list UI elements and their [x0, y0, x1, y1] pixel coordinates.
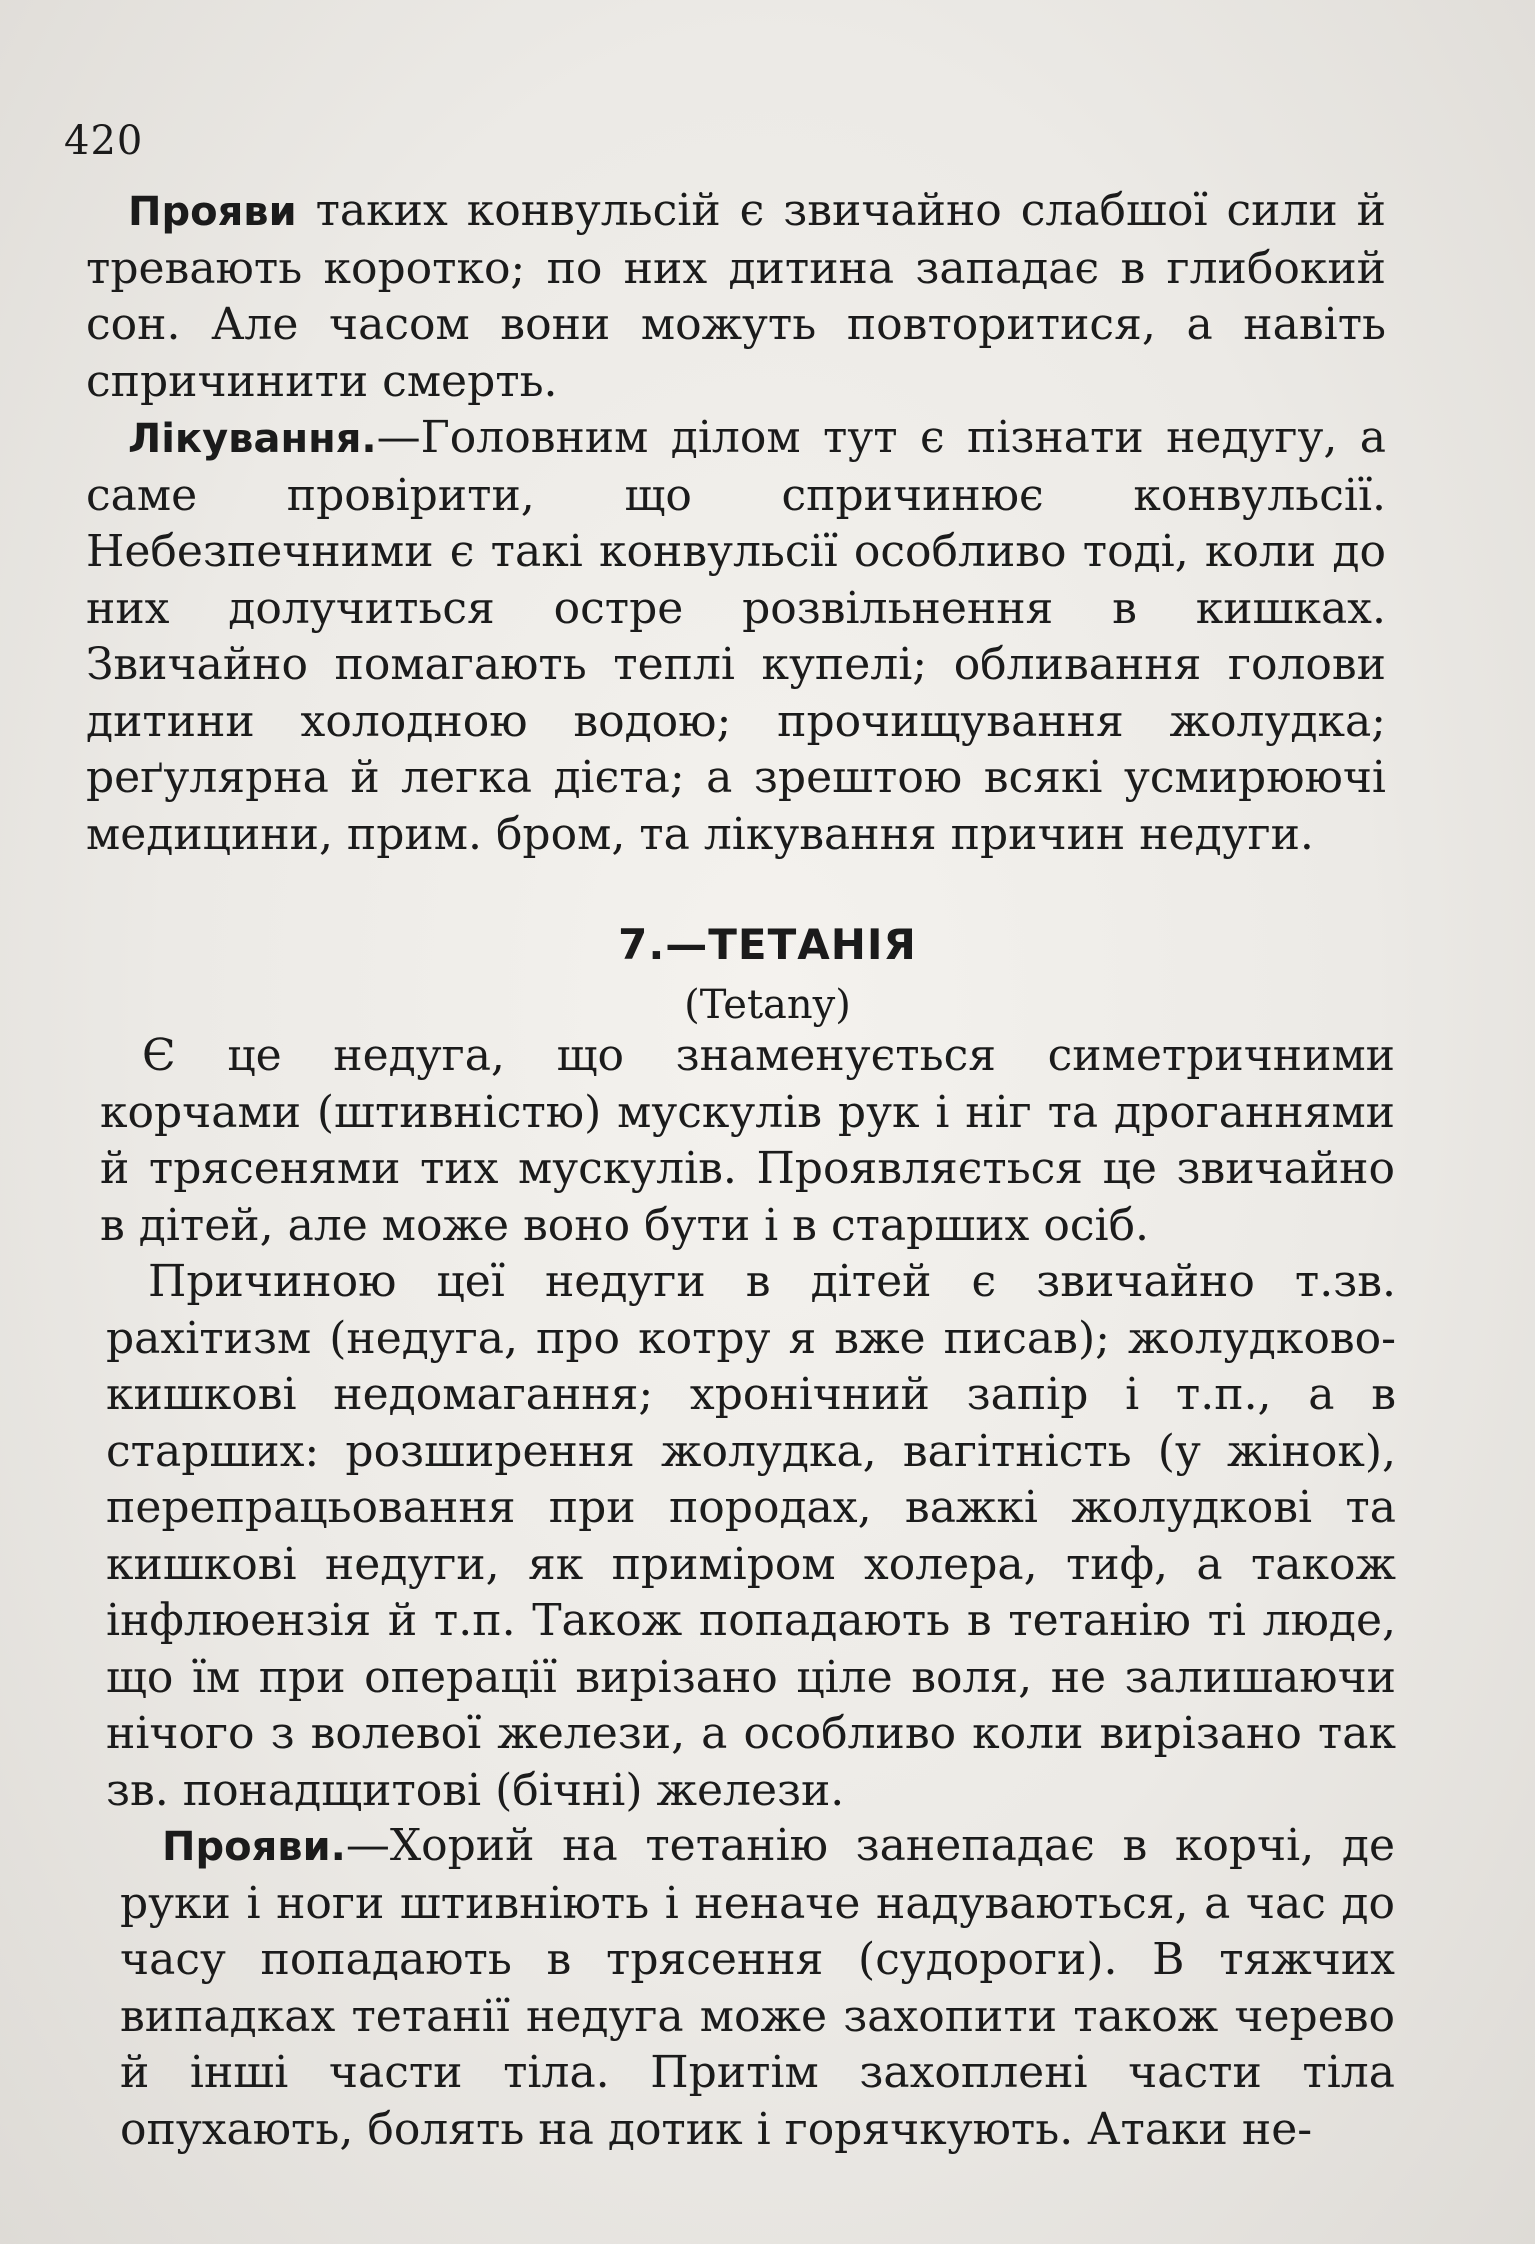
- page-number: 420: [64, 118, 144, 164]
- paragraph-treatment: [86, 410, 1386, 863]
- symptoms-label: Прояви: [128, 189, 297, 235]
- treatment-text: —Головним ділом тут є пізнати недугу, а саме провірити, що спричинює конвульсії. Небезпечними є такі конвульсії особливо тоді, коли до них долучиться остре розвільнення в кишках. Звичайно помагають теплі купелі; обливання голови дитини холодною водою; прочищування жолудка; реґулярна й легка дієта; а зрештою всякі усмирюючі медицини, прим. бром, та лікування причин недуги.: [86, 412, 1386, 860]
- symptoms-text: таких конвульсій є звичайно слабшої сили й тревають коротко; по них дитина западає в глибокий сон. Але часом вони можуть повторитися, а навіть спричинити смерть.: [86, 185, 1386, 407]
- paragraph-causes: Причиною цеї недуги в дітей є звичайно т.зв. рахітизм (недуга, про котру я вже писав); жолудково-кишкові недомагання; хронічний запір і т.п., а в старших: розширення жолудка, вагітність (у жінок), перепрацьовання при породах, важкі жолудкові та кишкові недуги, як приміром холера, тиф, а також інфлюензія й т.п. Також попадають в тетанію ті люде, що їм при операції вирізано ціле воля, не залишаючи нічого з волевої желези, а особливо коли вирізано так зв. понадщитові (бічні) желези.: [106, 1256, 1396, 1816]
- section-title: 7.—ТЕТАНІЯ: [618, 920, 917, 969]
- tetany-symptoms-label: Прояви.: [162, 1824, 346, 1870]
- treatment-label: Лікування.: [128, 416, 377, 462]
- section-subtitle: (Tetany): [684, 982, 851, 1028]
- paragraph-symptoms-convulsions: [86, 183, 1386, 410]
- tetany-symptoms-text: —Хорий на тетанію занепадає в корчі, де руки і ноги штивніють і неначе надуваються, а час до часу попадають в трясення (судороги). В тяжчих випадках тетанії недуга може захопити також черево й інші части тіла. Притім захоплені части тіла опухають, болять на дотик і горячкують. Атаки не-: [120, 1820, 1395, 2155]
- paragraph-intro: Є це недуга, що знаменується симетричними корчами (штивністю) мускулів рук і ніг та дроганнями й трясенями тих мускулів. Проявляється це звичайно в дітей, але може воно бути і в старших осіб.: [100, 1030, 1395, 1251]
- paragraph-symptoms-tetany: [120, 1818, 1395, 2158]
